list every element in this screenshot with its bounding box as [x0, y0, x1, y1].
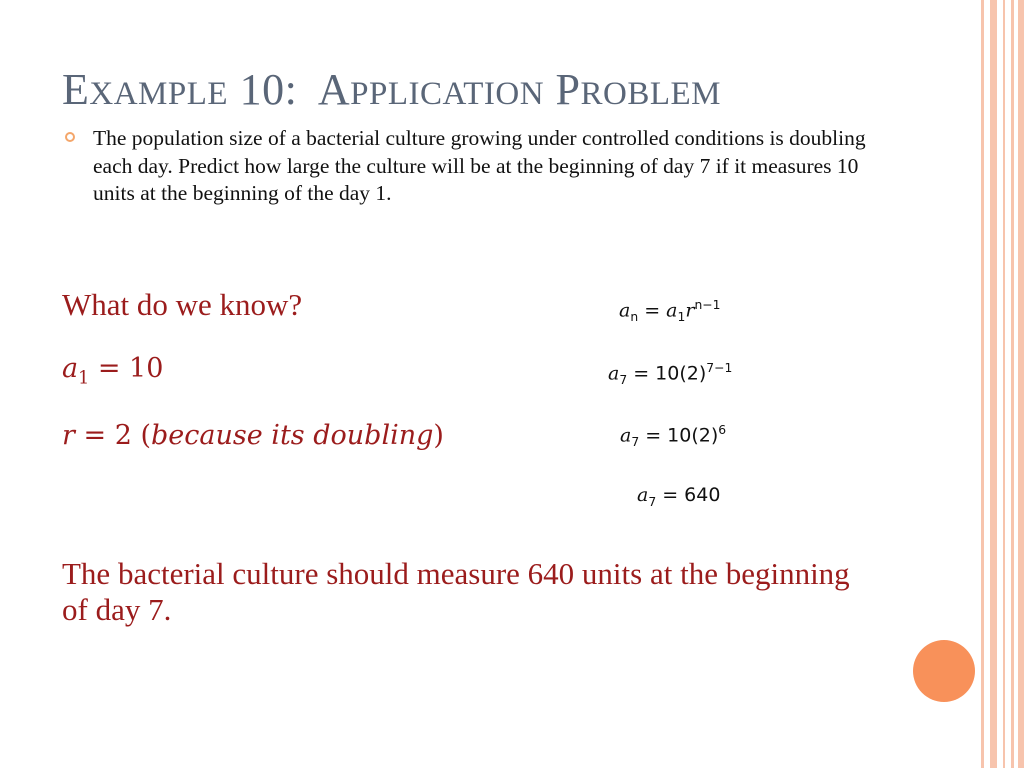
formula-step-2: $a_7 = 10(2)^6$	[620, 423, 727, 450]
border-stripe	[990, 0, 997, 768]
formula-general: $a_n = a_1r^{n-1}$	[619, 298, 721, 325]
known-heading: What do we know?	[62, 287, 303, 322]
page-title: EXAMPLE 10: APPLICATION PROBLEM	[62, 65, 722, 114]
border-stripe	[1003, 0, 1005, 768]
formula-step-1: $a_7 = 10(2)^{7-1}$	[608, 361, 733, 388]
formula-result: $a_7 = 640$	[637, 484, 721, 509]
problem-statement: The population size of a bacterial culture growing under controlled conditions is doubling each day. Predict how large the culture will be at the beginning of day 7 if it measures 10 units at the beginning of the day 1.	[93, 126, 866, 205]
border-stripe	[981, 0, 984, 768]
known-a1: $a_1 = 10$	[62, 353, 164, 389]
border-stripe	[1018, 0, 1024, 768]
known-r: r = 2 (because its doubling)	[62, 420, 444, 451]
border-stripe	[1011, 0, 1014, 768]
decorative-circle	[913, 640, 975, 702]
bullet-icon	[65, 132, 75, 142]
conclusion-text: The bacterial culture should measure 640 units at the beginning of day 7.	[62, 556, 850, 627]
